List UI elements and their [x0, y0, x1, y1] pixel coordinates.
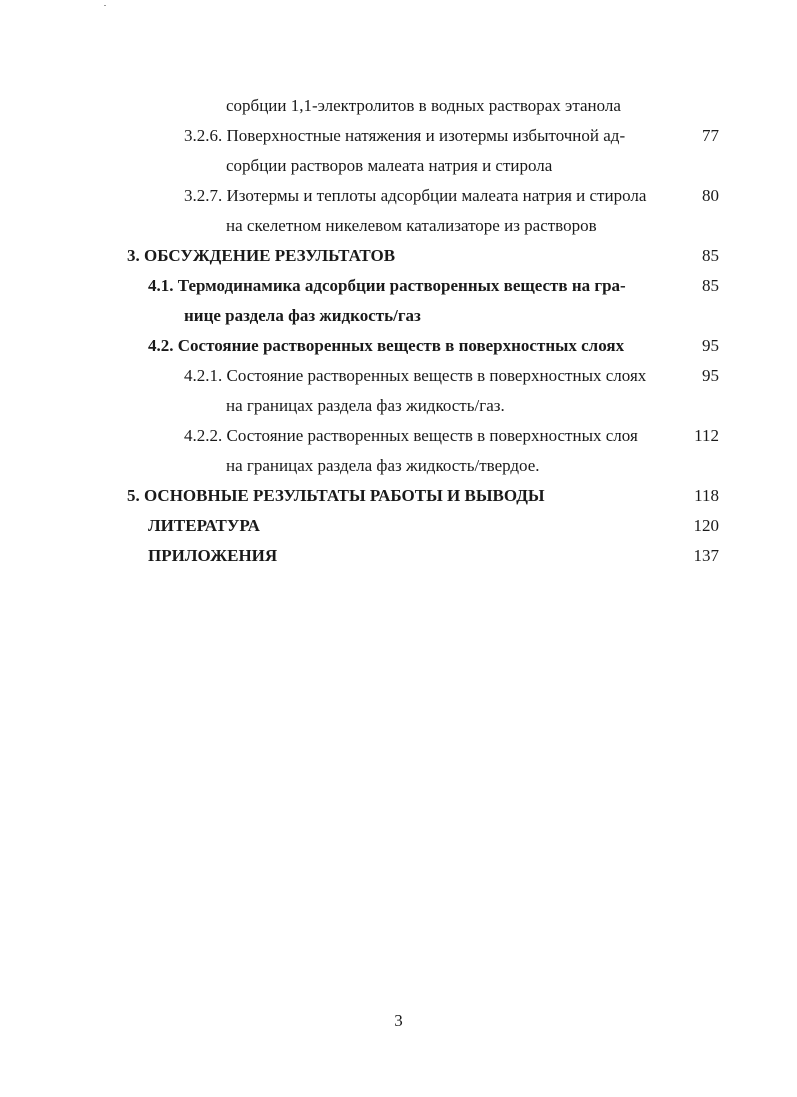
toc-continuation-line	[226, 156, 552, 176]
page-number-footer: 3	[394, 1011, 403, 1030]
toc-page-number: 85	[702, 276, 719, 295]
toc-continuation-line	[226, 96, 621, 116]
toc-entry-text: на скелетном никелевом катализаторе из растворов	[226, 216, 597, 235]
toc-page-number: 120	[693, 516, 719, 535]
toc-entry-text: Состояние растворенных веществ в поверхностных слоях	[177, 336, 625, 355]
toc-entry-number: 4.2.1.	[184, 366, 223, 385]
toc-continuation-line	[226, 456, 540, 476]
toc-entry-number: 4.2.	[148, 336, 174, 355]
toc-entry-4-2-2[interactable]	[184, 426, 638, 446]
toc-entry-chapter-5[interactable]	[127, 486, 545, 506]
toc-entry-text: на границах раздела фаз жидкость/газ.	[226, 396, 505, 415]
toc-entry-text: Состояние растворенных веществ в поверхностных слоях	[226, 366, 647, 385]
toc-entry-text: ПРИЛОЖЕНИЯ	[148, 546, 278, 565]
toc-entry-text: сорбции растворов малеата натрия и стирола	[226, 156, 553, 175]
toc-entry-number: 3.2.7.	[184, 186, 223, 205]
toc-entry-text: нице раздела фаз жидкость/газ	[184, 306, 421, 325]
toc-page-number: 137	[693, 546, 719, 565]
toc-continuation-line	[226, 396, 505, 416]
toc-entry-4-1[interactable]	[148, 276, 626, 296]
toc-entry-text: ОСНОВНЫЕ РЕЗУЛЬТАТЫ РАБОТЫ И ВЫВОДЫ	[144, 486, 545, 505]
toc-entry-text: Термодинамика адсорбции растворенных веществ на гра-	[177, 276, 626, 295]
toc-continuation-line	[226, 216, 597, 236]
toc-entry-text: сорбции 1,1-электролитов в водных растворах этанола	[226, 96, 621, 115]
toc-entry-number: 4.2.2.	[184, 426, 223, 445]
toc-entry-4-2[interactable]	[148, 336, 624, 356]
toc-entry-3-2-7[interactable]	[184, 186, 646, 206]
toc-entry-text: Поверхностные натяжения и изотермы избыточной ад-	[226, 126, 626, 145]
toc-entry-text: ЛИТЕРАТУРА	[148, 516, 260, 535]
toc-entry-number: 3.2.6.	[184, 126, 223, 145]
toc-entry-number: 4.1.	[148, 276, 174, 295]
toc-page-number: 118	[694, 486, 719, 505]
toc-page-number: 112	[694, 426, 719, 445]
toc-entry-appendices[interactable]	[148, 546, 277, 566]
toc-entry-text: Состояние растворенных веществ в поверхностных слоя	[226, 426, 638, 445]
toc-entry-number: 5.	[127, 486, 140, 505]
toc-continuation-line	[184, 306, 421, 326]
toc-entry-3-2-6[interactable]	[184, 126, 625, 146]
toc-page-number: 80	[702, 186, 719, 205]
toc-entry-chapter-3[interactable]	[127, 246, 395, 266]
toc-page-number: 95	[702, 336, 719, 355]
toc-page-number: 95	[702, 366, 719, 385]
toc-entry-4-2-1[interactable]	[184, 366, 646, 386]
toc-entry-literature[interactable]	[148, 516, 260, 536]
toc-entry-text: Изотермы и теплоты адсорбции малеата натрия и стирола	[226, 186, 647, 205]
toc-entry-text: ОБСУЖДЕНИЕ РЕЗУЛЬТАТОВ	[144, 246, 396, 265]
toc-page-number: 77	[702, 126, 719, 145]
toc-entry-text: на границах раздела фаз жидкость/твердое.	[226, 456, 540, 475]
toc-entry-number: 3.	[127, 246, 140, 265]
toc-page-number: 85	[702, 246, 719, 265]
